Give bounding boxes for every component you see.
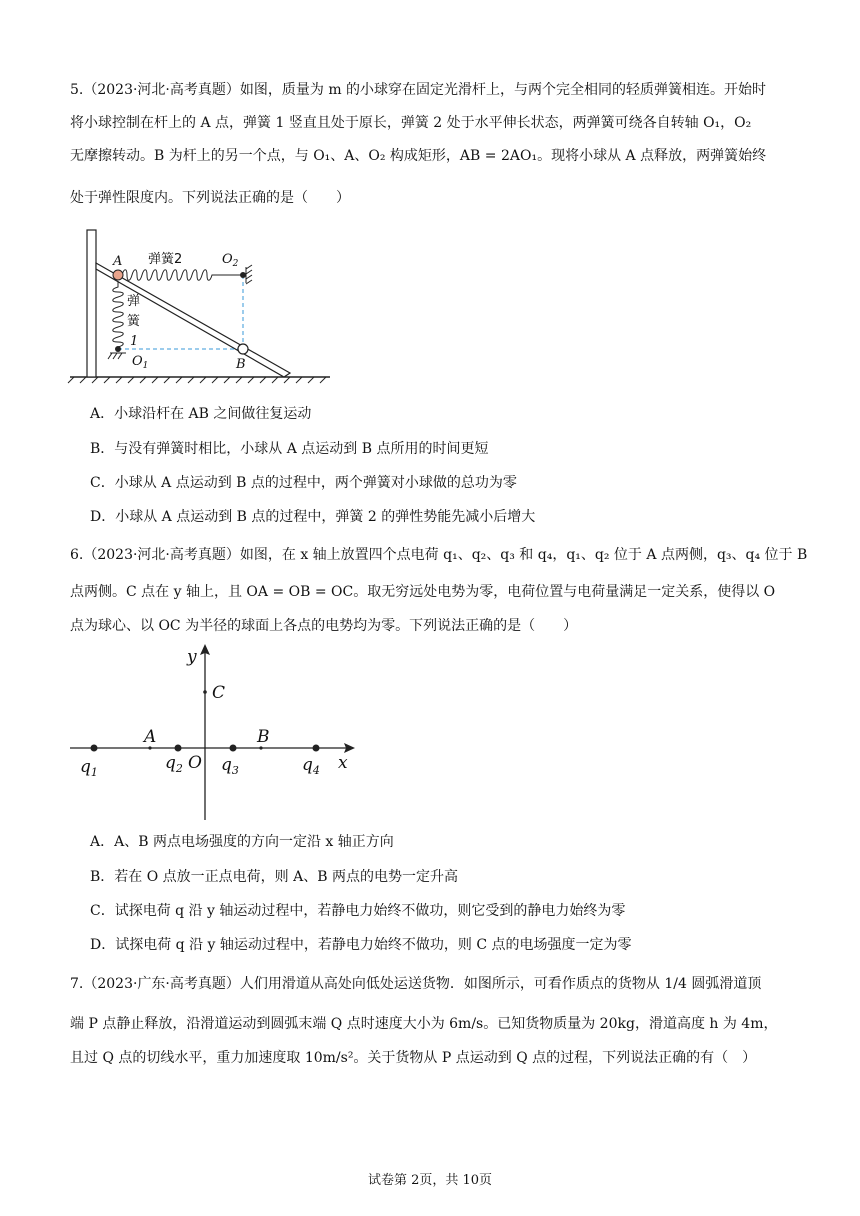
q6-option-a: A．A、B 两点电场强度的方向一定沿 x 轴正方向 [90,834,394,850]
q5-option-d: D．小球从 A 点运动到 B 点的过程中，弹簧 2 的弹性势能先减小后增大 [90,509,536,525]
q5-line-3: 无摩擦转动。B 为杆上的另一个点，与 O₁、A、O₂ 构成矩形，AB = 2AO₁。现将小球从 A 点释放，两弹簧始终 [70,148,767,164]
label-x: x [338,753,348,773]
ground-hatch [68,377,326,383]
charge-q1 [91,745,98,752]
pivot-o2-hatch [246,265,252,284]
rod [96,263,290,377]
q6-line-3: 点为球心、以 OC 为半径的球面上各点的电势均为零。下列说法正确的是（ ） [70,618,578,634]
label-spring-1-c: 1 [130,334,139,349]
q6-line-1: 6.（2023·河北·高考真题）如图，在 x 轴上放置四个点电荷 q₁、q₂、q₃ 和 q₄，q₁、q₂ 位于 A 点两侧，q₃、q₄ 位于 B [70,547,808,563]
label-spring-1-a: 弹 [127,294,141,309]
ring-b [238,344,248,354]
pivot-o2 [240,272,246,278]
q5-option-c: C．小球从 A 点运动到 B 点的过程中，两个弹簧对小球做的总功为零 [90,475,517,491]
pivot-o1-hatch [108,353,126,359]
charge-q4 [313,745,320,752]
wall [87,230,96,377]
label-y: y [187,647,197,667]
label-o2: $O_2$ [222,252,239,269]
point-c [203,690,207,694]
label-b: B [236,357,246,372]
label-o: O [188,753,202,773]
label-q2: $q_2$ [165,753,183,775]
q6-line-2: 点两侧。C 点在 y 轴上，且 OA = OB = OC。取无穷远处电势为零，电荷位置与电荷量满足一定关系，使得以 O [70,584,776,600]
spring-2 [122,270,243,281]
label-spring-1-b: 簧 [127,314,141,329]
q6-figure [65,640,365,825]
label-b: B [257,727,270,747]
ball-a [113,270,123,280]
q5-line-2: 将小球控制在杆上的 A 点，弹簧 1 竖直且处于原长，弹簧 2 处于水平伸长状态，两弹簧可绕各自转轴 O₁，O₂ [70,115,752,131]
q5-option-a: A．小球沿杆在 AB 之间做往复运动 [90,406,312,422]
label-c: C [212,683,226,703]
spring-1 [113,281,124,349]
pivot-o1 [115,346,121,352]
charge-q2 [175,745,182,752]
charge-q3 [230,745,237,752]
q5-line-1: 5.（2023·河北·高考真题）如图，质量为 m 的小球穿在固定光滑杆上，与两个完全相同的轻质弹簧相连。开始时 [70,82,767,98]
q5-line-4: 处于弹性限度内。下列说法正确的是（ ） [70,190,350,206]
label-o1: $O_1$ [132,354,149,371]
q7-line-3: 且过 Q 点的切线水平，重力加速度取 10m/s²。关于货物从 P 点运动到 Q 点的过程，下列说法正确的有（ ） [70,1050,757,1066]
label-spring-2: 弹簧2 [148,252,183,267]
label-a: A [144,727,157,747]
label-q3: $q_3$ [221,755,239,777]
q5-figure [60,225,340,390]
q6-option-c: C．试探电荷 q 沿 y 轴运动过程中，若静电力始终不做功，则它受到的静电力始终为零 [90,903,626,919]
q7-line-2: 端 P 点静止释放，沿滑道运动到圆弧末端 Q 点时速度大小为 6m/s。已知货物质量为 20kg，滑道高度 h 为 4m， [70,1016,778,1032]
q5-option-b: B．与没有弹簧时相比，小球从 A 点运动到 B 点所用的时间更短 [90,441,489,457]
q6-option-d: D．试探电荷 q 沿 y 轴运动过程中，若静电力始终不做功，则 C 点的电场强度一定为零 [90,937,632,953]
label-q1: $q_1$ [80,757,98,779]
label-a: A [113,254,123,269]
q7-line-1: 7.（2023·广东·高考真题）人们用滑道从高处向低处运送货物．如图所示，可看作质点的货物从 1/4 圆弧滑道顶 [70,976,762,992]
label-q4: $q_4$ [302,755,320,777]
q6-option-b: B．若在 O 点放一正点电荷，则 A、B 两点的电势一定升高 [90,869,458,885]
page-footer: 试卷第 2页，共 10页 [367,1173,493,1188]
